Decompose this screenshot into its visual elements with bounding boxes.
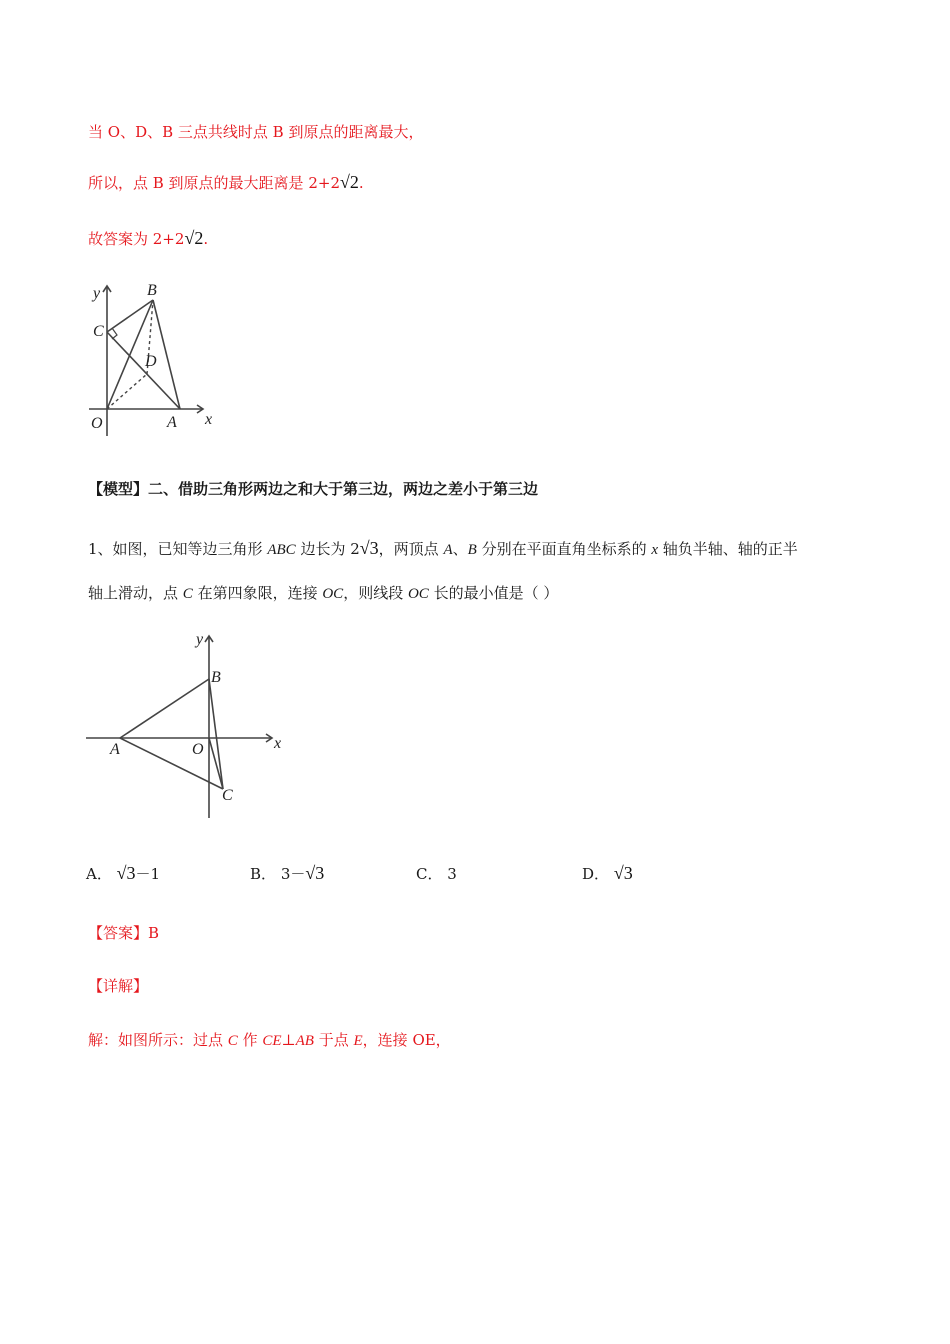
figure-1-diagram: [85, 278, 225, 438]
radicand: 2: [194, 228, 204, 248]
text: 在第四象限，连接: [192, 584, 323, 602]
label-A: A: [110, 741, 120, 758]
answer-label: 【答案】: [88, 924, 149, 942]
solution-line-answer: [88, 228, 208, 249]
sqrt-expression: √3: [359, 538, 379, 558]
option-text: 3: [447, 865, 457, 883]
var-E: E: [353, 1033, 363, 1049]
question-line-1: [88, 538, 798, 560]
radicand: 2: [349, 172, 359, 192]
text: 所以，点 B 到原点的最大距离是 2+2: [88, 174, 340, 192]
sqrt-expression: √3: [305, 863, 325, 883]
label-O: O: [192, 741, 204, 758]
radicand: 3: [369, 538, 379, 558]
var-A: A: [443, 542, 453, 558]
text: ，则线段: [343, 584, 408, 602]
question-line-2: [88, 583, 558, 604]
option-letter: D．: [582, 865, 610, 883]
label-B: B: [211, 669, 221, 686]
text: 边长为 2: [295, 540, 360, 558]
option-text: －1: [135, 865, 161, 883]
sqrt-expression: √2: [339, 172, 359, 192]
text: 轴负半轴、轴的正半: [658, 540, 798, 558]
var-OC: OC: [322, 586, 344, 602]
var-B: B: [467, 542, 477, 558]
text: 于点: [313, 1031, 354, 1049]
label-B: B: [147, 282, 157, 299]
sqrt-expression: √2: [184, 228, 204, 248]
solution-line-collinear: 当 O、D、B 三点共线时点 B 到原点的距离最大，: [88, 123, 424, 141]
figure-2-diagram: [84, 630, 294, 825]
label-C: C: [222, 787, 233, 804]
var-ABC: ABC: [267, 542, 296, 558]
section-title: 【模型】二、借助三角形两边之和大于第三边，两边之差小于第三边: [88, 480, 539, 498]
period: .: [203, 230, 209, 248]
label-y: y: [196, 631, 204, 648]
option-b[interactable]: [250, 863, 324, 884]
radicand: 3: [315, 863, 325, 883]
option-a[interactable]: [86, 863, 160, 884]
var-x: x: [651, 542, 659, 558]
solution-line-max-distance: [88, 172, 364, 193]
answer-line: [88, 923, 159, 943]
label-D: D: [145, 353, 157, 370]
text: 故答案为 2+2: [88, 230, 185, 248]
option-letter: C．: [416, 865, 443, 883]
label-x: x: [274, 735, 282, 752]
option-text: 3－: [280, 865, 306, 883]
option-letter: B．: [250, 865, 277, 883]
var-C: C: [182, 586, 193, 602]
answer-value: B: [148, 924, 160, 942]
radicand: 3: [126, 863, 136, 883]
text: 作: [237, 1031, 263, 1049]
detail-label: 【详解】: [88, 977, 149, 995]
text: 1、如图，已知等边三角形: [88, 540, 268, 558]
text: ，两顶点: [378, 540, 444, 558]
text: 轴上滑动，点: [88, 584, 183, 602]
label-y: y: [93, 285, 101, 302]
label-A: A: [167, 414, 177, 431]
option-letter: A．: [86, 865, 112, 883]
text: 解：如图所示：过点: [88, 1031, 228, 1049]
radicand: 3: [623, 863, 633, 883]
text: ，连接 OE，: [362, 1031, 451, 1049]
option-c[interactable]: [416, 863, 457, 884]
var-C: C: [227, 1033, 238, 1049]
var-AB: AB: [295, 1033, 314, 1049]
label-x: x: [205, 411, 213, 428]
sqrt-expression: √3: [613, 863, 633, 883]
option-d[interactable]: [582, 863, 633, 884]
sqrt-expression: √3: [116, 863, 136, 883]
period: .: [358, 174, 364, 192]
label-C: C: [93, 323, 104, 340]
label-O: O: [91, 415, 103, 432]
text: 分别在平面直角坐标系的: [476, 540, 652, 558]
perp-symbol: ⊥: [281, 1031, 296, 1049]
text: 长的最小值是（ ）: [428, 584, 559, 602]
var-CE: CE: [262, 1033, 282, 1049]
var-OC: OC: [407, 586, 429, 602]
solution-line: [88, 1030, 451, 1051]
text: 、: [452, 540, 468, 558]
